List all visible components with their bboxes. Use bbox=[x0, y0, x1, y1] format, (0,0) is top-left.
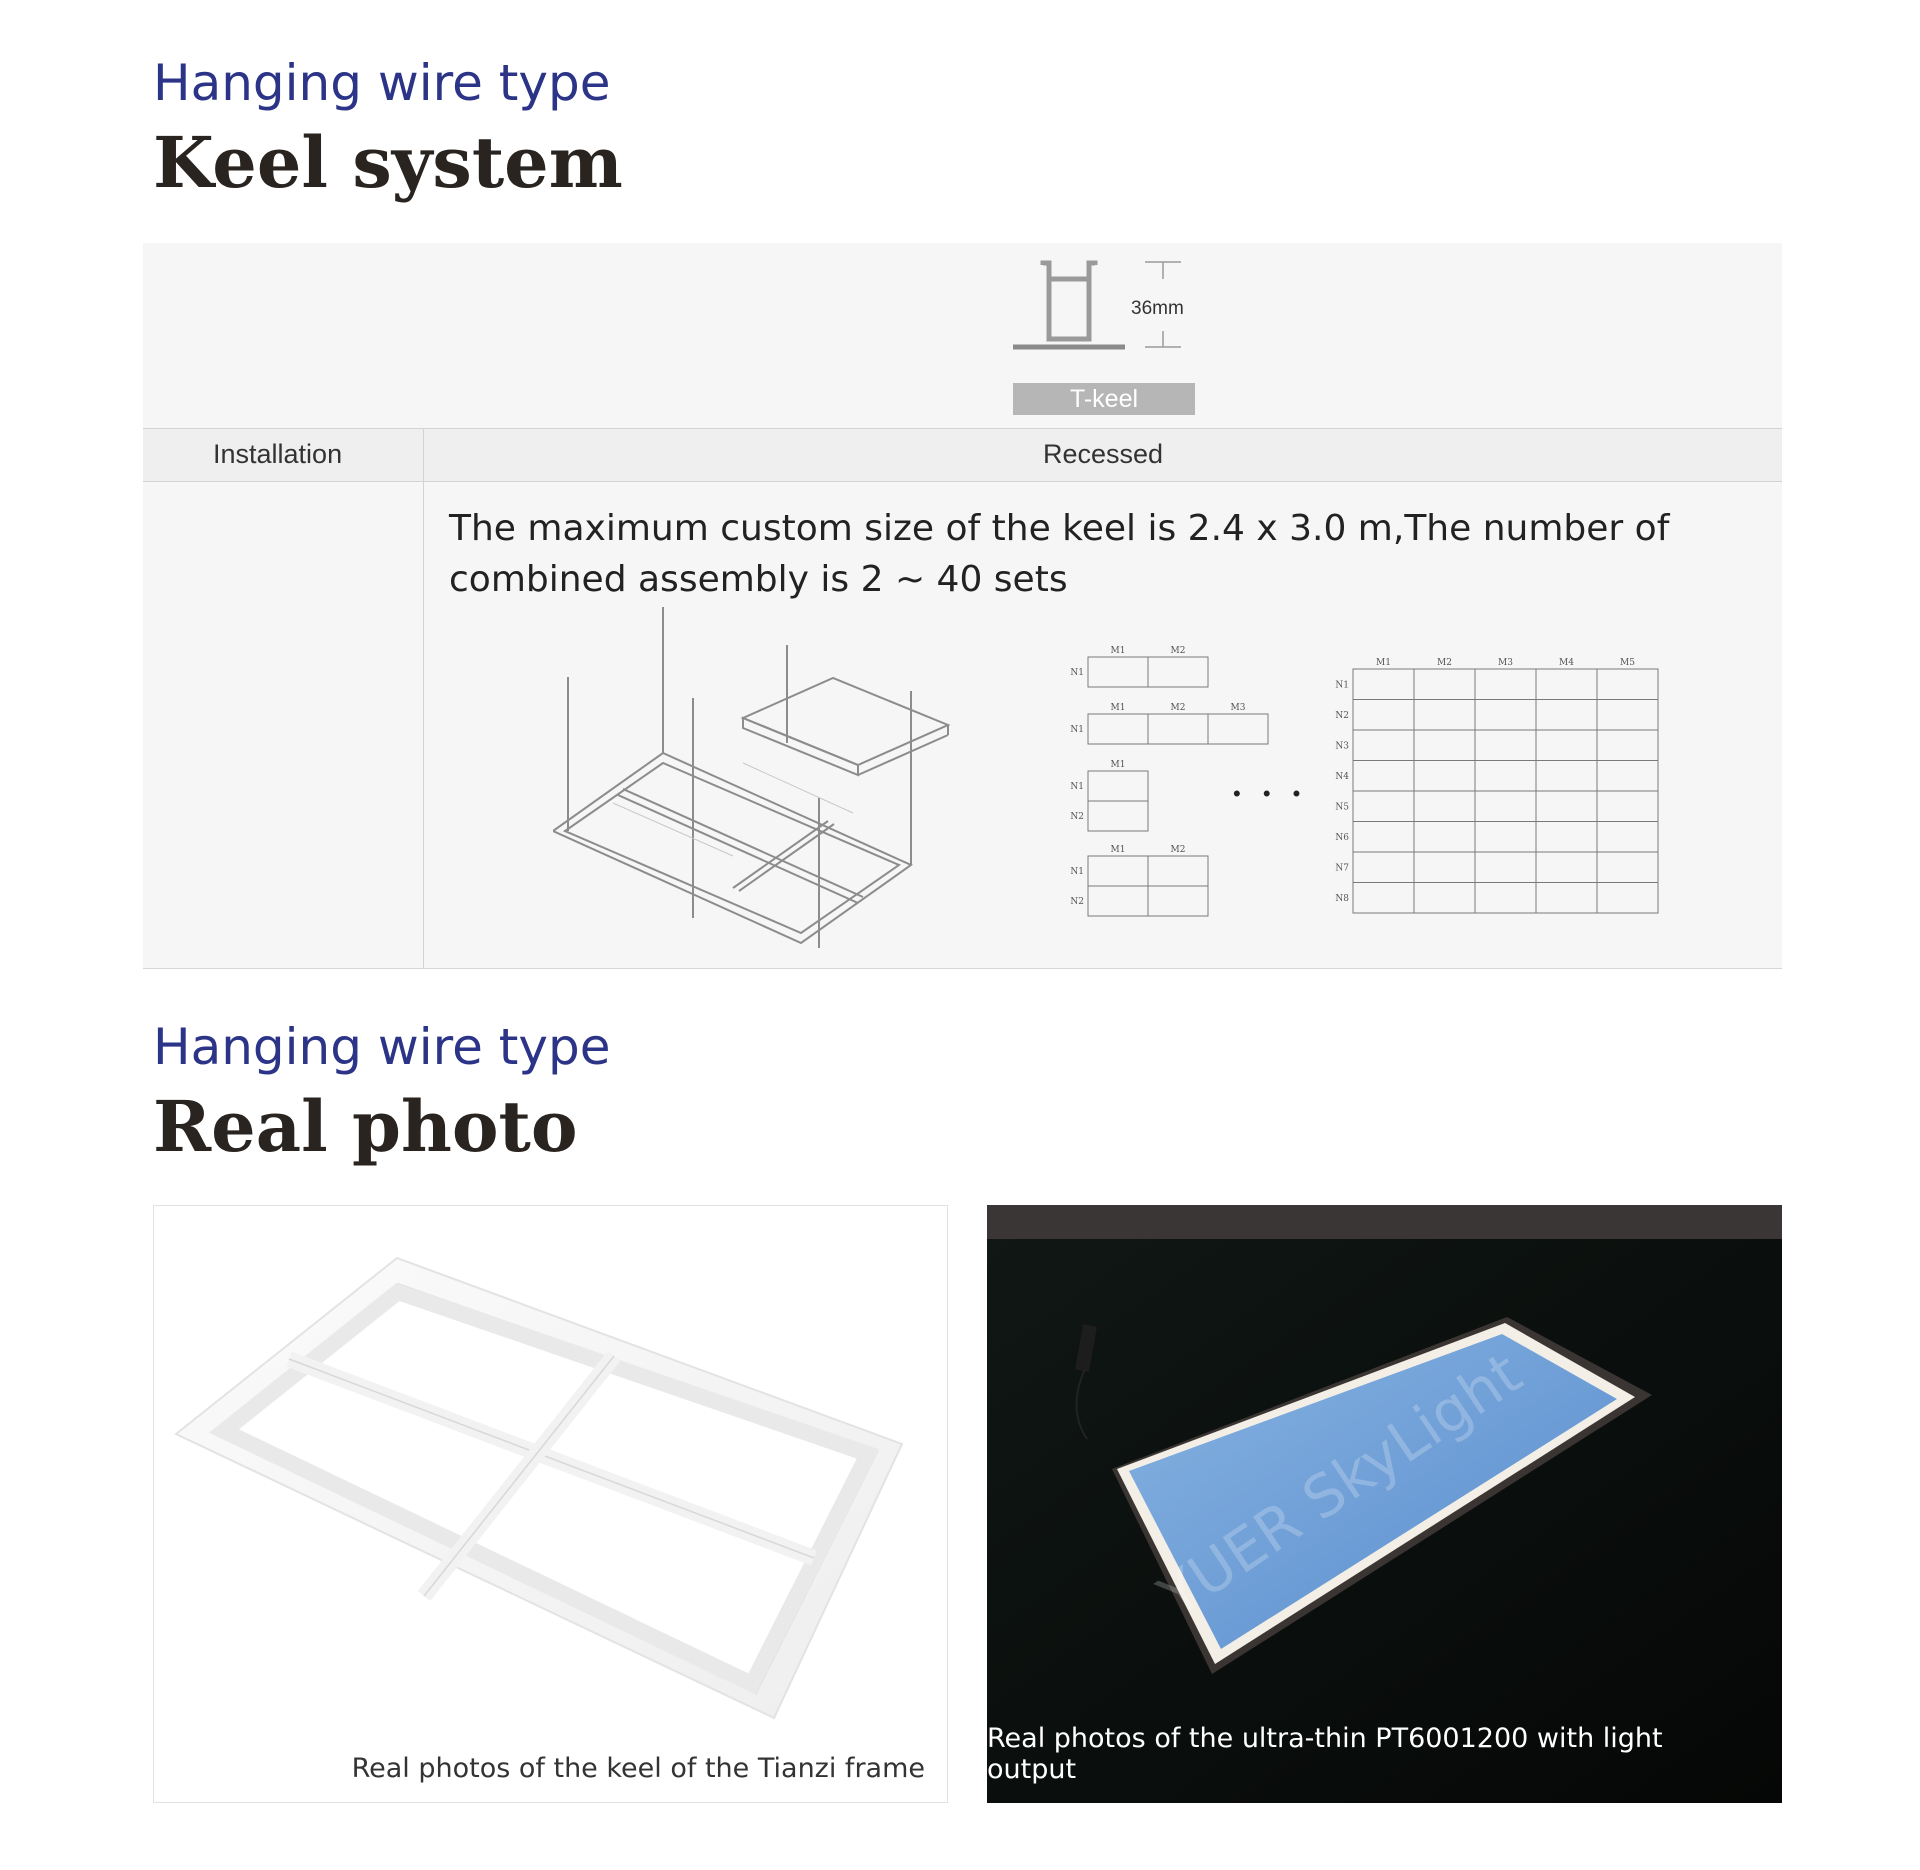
ellipsis-indicator: • • • bbox=[1233, 781, 1309, 806]
grid-row-label: N3 bbox=[1335, 741, 1349, 752]
installation-label: Installation bbox=[213, 439, 343, 469]
section-subtitle: Hanging wire type bbox=[153, 1018, 611, 1076]
grid-row-label: N1 bbox=[1070, 725, 1084, 735]
combo-grid bbox=[1070, 703, 1268, 744]
tianzi-frame-image bbox=[154, 1206, 948, 1726]
grid-row-label: N6 bbox=[1335, 832, 1349, 843]
section-subtitle: Hanging wire type bbox=[153, 54, 611, 112]
grid-row-label: N7 bbox=[1335, 863, 1349, 874]
grid-row-label: N2 bbox=[1070, 897, 1084, 907]
combo-grid bbox=[1070, 646, 1208, 687]
light-panel-photo bbox=[987, 1205, 1782, 1803]
lit-panel-image bbox=[987, 1239, 1782, 1803]
photo-top-strip bbox=[987, 1205, 1782, 1239]
grid-row-label: N2 bbox=[1335, 710, 1349, 721]
installation-value: Recessed bbox=[1043, 439, 1164, 469]
grid-column-label: M3 bbox=[1498, 658, 1513, 668]
installation-row bbox=[143, 428, 1782, 482]
right-photo-caption: Real photos of the ultra-thin PT6001200 with light output bbox=[987, 1723, 1663, 1785]
grid-row-label: N1 bbox=[1070, 782, 1084, 792]
grid-column-label: M2 bbox=[1170, 646, 1186, 656]
grid-row-label: N2 bbox=[1070, 812, 1084, 822]
keel-frame-photo bbox=[153, 1205, 948, 1803]
keel-description: The maximum custom size of the keel is 2.4 x 3.0 m,The number of combined assembly is 2 ~ 40 sets bbox=[449, 508, 1670, 600]
grid-column-label: M1 bbox=[1376, 658, 1391, 668]
combo-grid bbox=[1335, 658, 1658, 913]
grid-row-label: N1 bbox=[1070, 867, 1084, 877]
combination-grids bbox=[1063, 643, 1763, 973]
combo-grid bbox=[1070, 845, 1208, 916]
section-title: Keel system bbox=[153, 121, 623, 204]
grid-row-label: N5 bbox=[1335, 802, 1349, 813]
grid-column-label: M1 bbox=[1110, 845, 1126, 855]
profile-name-badge: T-keel bbox=[1013, 383, 1195, 415]
combo-grid bbox=[1070, 760, 1148, 831]
grid-row-label: N8 bbox=[1335, 893, 1349, 904]
keel-spec-panel bbox=[143, 243, 1782, 969]
section-title: Real photo bbox=[153, 1085, 578, 1168]
watermark-text: YUER SkyLight bbox=[1146, 1338, 1534, 1631]
grid-row-label: N4 bbox=[1335, 771, 1349, 782]
grid-row-label: N1 bbox=[1070, 668, 1084, 678]
column-divider bbox=[423, 428, 424, 968]
grid-frame bbox=[1088, 714, 1268, 744]
grid-column-label: M1 bbox=[1110, 703, 1126, 713]
grid-column-label: M2 bbox=[1437, 658, 1452, 668]
profile-height-label: 36mm bbox=[1131, 298, 1184, 319]
grid-column-label: M5 bbox=[1620, 658, 1635, 668]
grid-column-label: M3 bbox=[1230, 703, 1246, 713]
grid-row-label: N1 bbox=[1335, 680, 1349, 691]
grid-column-label: M1 bbox=[1110, 760, 1126, 770]
grid-column-label: M4 bbox=[1559, 658, 1574, 668]
grid-column-label: M1 bbox=[1110, 646, 1126, 656]
grid-column-label: M2 bbox=[1170, 845, 1186, 855]
t-keel-profile-diagram bbox=[1013, 259, 1233, 369]
left-photo-caption: Real photos of the keel of the Tianzi frame bbox=[351, 1753, 925, 1784]
grid-column-label: M2 bbox=[1170, 703, 1186, 713]
